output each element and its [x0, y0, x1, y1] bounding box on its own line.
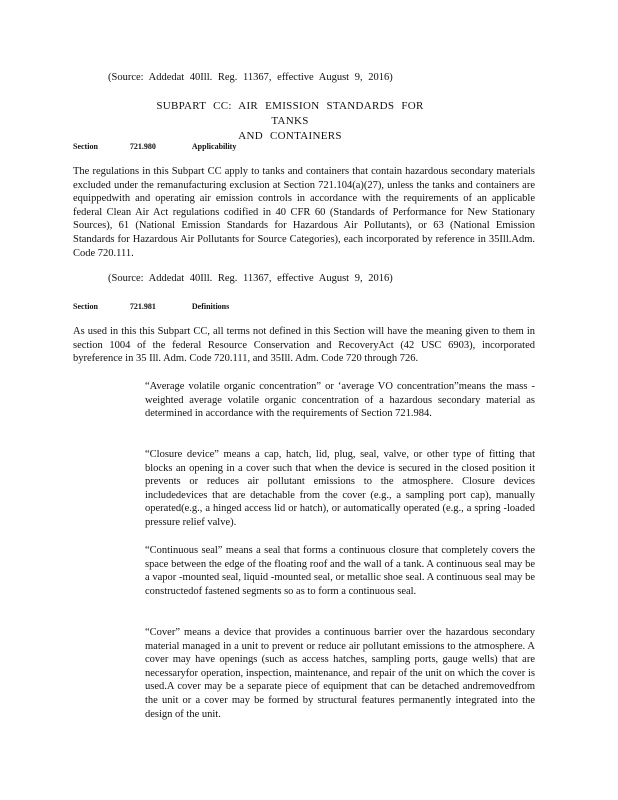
section-number: 721.980	[129, 142, 156, 151]
subpart-title-line-2: AND CONTAINERS	[238, 130, 342, 142]
section-heading-definitions	[73, 302, 229, 311]
section-title: Definitions	[191, 302, 230, 311]
section-label: Section	[73, 302, 98, 311]
section-number: 721.981	[129, 302, 156, 311]
section-label: Section	[73, 142, 98, 151]
definition-average-vo-concentration: “Average volatile organic concentration” or ‘average VO concentration”means the mass -weighted average volatile organic concentration of a hazardous secondary material as determined in accordance with the requirements of Section 721.984.	[145, 381, 535, 420]
section-heading-applicability	[73, 142, 236, 151]
source-note-top: (Source: Addedat 40Ill. Reg. 11367, effective August 9, 2016)	[108, 72, 393, 83]
subpart-title-line-1: SUBPART CC: AIR EMISSION STANDARDS FOR TANKS	[156, 100, 424, 127]
section-title: Applicability	[191, 142, 237, 151]
applicability-paragraph: The regulations in this Subpart CC apply to tanks and containers that contain hazardous secondary materials excluded under the remanufacturing exclusion at Section 721.104(a)(27), unless the tanks and containers are equippedwith and operating air emission controls in accordance with the requirements of an applicable federal Clean Air Act regulations codified in 40 CFR 60 (Standards of Performance for New Stationary Sources), 61 (National Emission Standards for Hazardous Air Pollutants), or 63 (National Emission Standards for Hazardous Air Pollutants for Source Categories), each incorporated by reference in 35Ill.Adm. Code 720.111.	[73, 166, 535, 259]
definition-closure-device: “Closure device” means a cap, hatch, lid, plug, seal, valve, or other type of fitting that blocks an opening in a cover such that when the device is secured in the closed position it prevents or reduces air pollutant emissions to the atmosphere. Closure devices includedevices that are detachable from the cover (e.g., a sampling port cap), manually operated(e.g., a hinged access lid or hatch), or automatically operated (e.g., a spring -loaded pressure relief valve).	[145, 449, 535, 528]
definitions-intro-paragraph: As used in this this Subpart CC, all terms not defined in this Section will have the meaning given to them in section 1004 of the federal Resource Conservation and RecoveryAct (42 USC 6903), incorporated byreference in 35 Ill. Adm. Code 720.111, and 35Ill. Adm. Code 720 through 726.	[73, 326, 535, 365]
source-note-bottom: (Source: Addedat 40Ill. Reg. 11367, effective August 9, 2016)	[108, 273, 393, 284]
subpart-title	[150, 99, 430, 144]
definition-cover: “Cover” means a device that provides a continuous barrier over the hazardous secondary material managed in a unit to prevent or reduce air pollutant emissions to the atmosphere. A cover may have openings (such as access hatches, sampling ports, gauge wells) that are necessaryfor operation, inspection, maintenance, and repair of the unit on which the cover is used.A cover may be a separate piece of equipment that can be detached andremovedfrom the unit or a cover may be formed by structural features permanently integrated into the design of the unit.	[145, 627, 535, 720]
definition-continuous-seal: “Continuous seal” means a seal that forms a continuous closure that completely covers the space between the edge of the floating roof and the wall of a tank. A continuous seal may be a vapor -mounted seal, liquid -mounted seal, or metallic shoe seal. A continuous seal may be constructedof fastened segments so as to form a continuous seal.	[145, 545, 535, 597]
